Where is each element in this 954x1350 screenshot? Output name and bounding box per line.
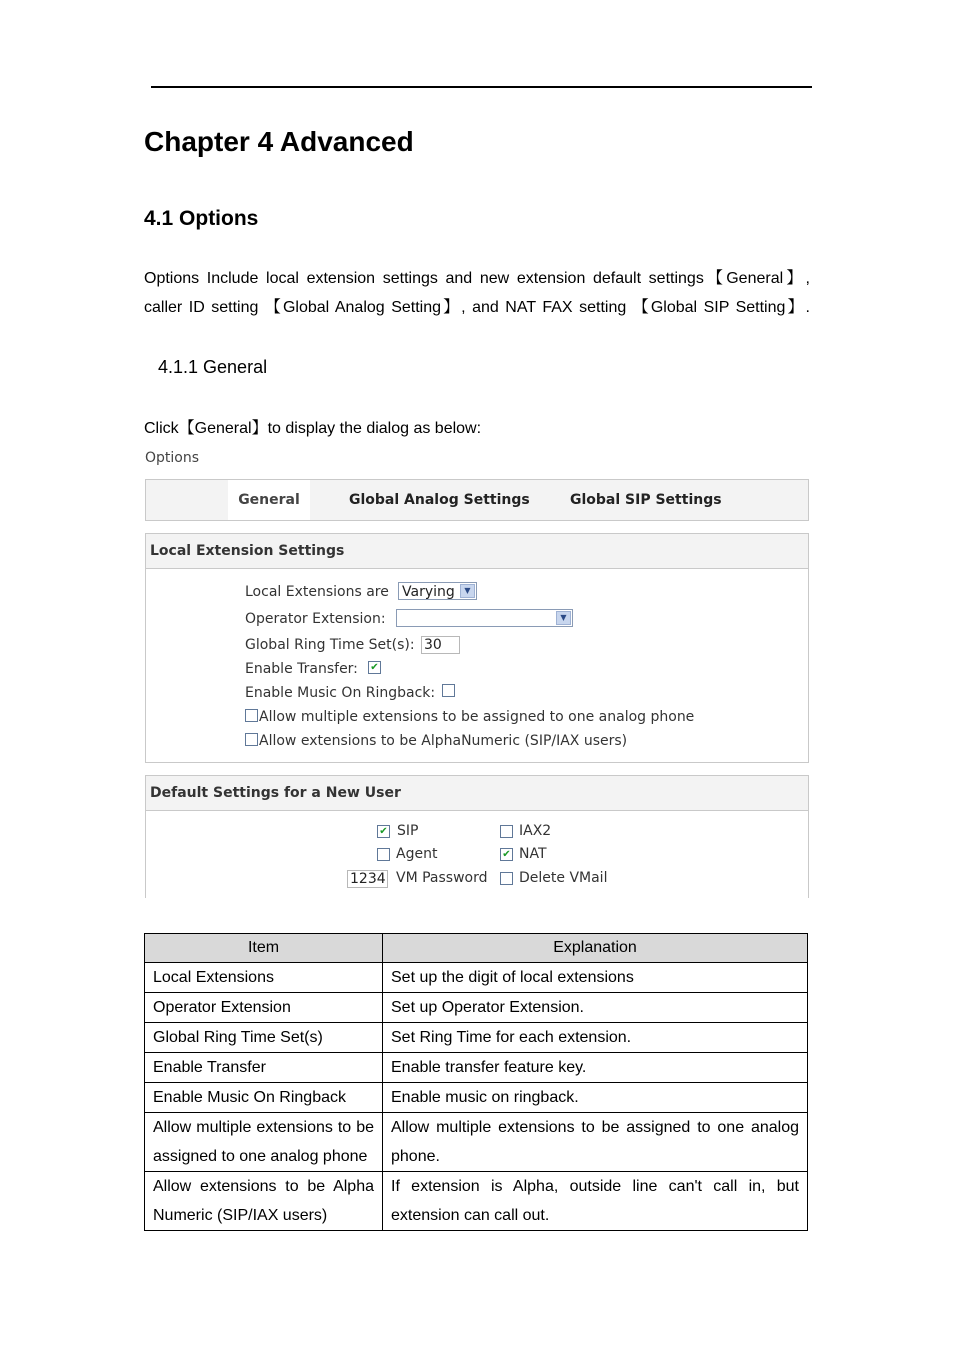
table-header-row xyxy=(145,934,808,963)
intro-line-2: caller ID setting 【Global Analog Setting】, and NAT FAX setting 【Global SIP Setting】. xyxy=(144,299,810,316)
cell-line: assigned to one analog phone xyxy=(153,1148,368,1165)
cell-line: Allow multiple extensions to be assigned to one analog xyxy=(391,1119,799,1136)
click-instruction: Click【General】to display the dialog as below: xyxy=(144,420,482,437)
table-cell-explanation xyxy=(383,1172,808,1231)
table-cell-item: Operator Extension xyxy=(145,993,383,1023)
operator-extension-select[interactable] xyxy=(396,609,573,627)
nat-label: NAT xyxy=(519,846,547,862)
tab-global-analog-settings[interactable]: Global Analog Settings xyxy=(349,492,530,508)
table-row xyxy=(145,1053,808,1083)
local-extensions-select[interactable] xyxy=(398,582,477,600)
table-cell-item: Local Extensions xyxy=(145,963,383,993)
tab-global-sip-settings[interactable]: Global SIP Settings xyxy=(570,492,722,508)
table-cell-item xyxy=(145,1113,383,1172)
default-settings-panel xyxy=(145,775,809,898)
allow-multiple-extensions-label: Allow multiple extensions to be assigned to one analog phone xyxy=(259,709,695,725)
allow-alphanumeric-label: Allow extensions to be AlphaNumeric (SIP/IAX users) xyxy=(259,733,628,749)
table-cell-explanation: Enable transfer feature key. xyxy=(383,1053,808,1083)
nat-checkbox[interactable]: ✔ xyxy=(500,848,513,861)
agent-checkbox[interactable] xyxy=(377,848,390,861)
table-row xyxy=(145,1023,808,1053)
global-ring-time-row xyxy=(245,635,415,655)
table-row xyxy=(145,1113,808,1172)
table-cell-explanation: Set up Operator Extension. xyxy=(383,993,808,1023)
section-title: 4.1 Options xyxy=(144,207,259,230)
local-extensions-row xyxy=(245,582,389,602)
default-settings-title: Default Settings for a New User xyxy=(146,776,808,811)
enable-music-row xyxy=(245,683,435,703)
iax2-label: IAX2 xyxy=(519,823,552,839)
allow-alphanumeric-checkbox[interactable] xyxy=(245,733,258,746)
options-tab-bar xyxy=(145,479,809,521)
table-cell-explanation: Enable music on ringback. xyxy=(383,1083,808,1113)
global-ring-time-label: Global Ring Time Set(s): xyxy=(245,637,415,653)
table-cell-item: Enable Transfer xyxy=(145,1053,383,1083)
chevron-down-icon: ▼ xyxy=(460,584,475,598)
table-cell-item xyxy=(145,1172,383,1231)
table-cell-explanation: Set up the digit of local extensions xyxy=(383,963,808,993)
operator-extension-label: Operator Extension: xyxy=(245,611,386,627)
enable-music-checkbox[interactable] xyxy=(442,684,455,697)
table-row xyxy=(145,1083,808,1113)
cell-line: Numeric (SIP/IAX users) xyxy=(153,1207,328,1224)
cell-line: If extension is Alpha, outside line can't call in, but xyxy=(391,1178,799,1195)
table-cell-item: Global Ring Time Set(s) xyxy=(145,1023,383,1053)
intro-paragraph xyxy=(144,264,810,322)
vm-password-label: VM Password xyxy=(396,870,488,886)
options-caption: Options xyxy=(145,450,200,466)
chapter-title: Chapter 4 Advanced xyxy=(144,126,414,157)
enable-transfer-row xyxy=(245,659,358,679)
operator-extension-row xyxy=(245,609,386,629)
local-extensions-value: Varying xyxy=(402,584,455,600)
header-rule xyxy=(151,86,812,88)
table-row xyxy=(145,963,808,993)
sip-label: SIP xyxy=(397,823,419,839)
tab-general[interactable]: General xyxy=(228,480,310,520)
vm-password-input[interactable]: 1234 xyxy=(347,870,388,888)
table-cell-explanation xyxy=(383,1113,808,1172)
local-extension-settings-title: Local Extension Settings xyxy=(146,534,808,569)
delete-vmail-label: Delete VMail xyxy=(519,870,608,886)
sip-checkbox[interactable]: ✔ xyxy=(377,825,390,838)
table-header-item: Item xyxy=(145,934,383,963)
enable-transfer-checkbox[interactable]: ✔ xyxy=(368,661,381,674)
intro-line-1: Options Include local extension settings and new extension default settings【General】, xyxy=(144,270,810,287)
cell-line: phone. xyxy=(391,1148,440,1165)
table-cell-explanation: Set Ring Time for each extension. xyxy=(383,1023,808,1053)
global-ring-time-input[interactable]: 30 xyxy=(421,636,460,654)
chevron-down-icon: ▼ xyxy=(556,611,571,625)
subsection-title: 4.1.1 General xyxy=(158,357,268,377)
iax2-checkbox[interactable] xyxy=(500,825,513,838)
local-extensions-label: Local Extensions are xyxy=(245,584,389,600)
cell-line: Allow multiple extensions to be xyxy=(153,1119,374,1136)
allow-multiple-extensions-checkbox[interactable] xyxy=(245,709,258,722)
enable-music-label: Enable Music On Ringback: xyxy=(245,685,436,701)
table-cell-item: Enable Music On Ringback xyxy=(145,1083,383,1113)
delete-vmail-checkbox[interactable] xyxy=(500,872,513,885)
options-explanation-table xyxy=(144,933,808,1231)
table-header-explanation: Explanation xyxy=(383,934,808,963)
local-extension-settings-panel xyxy=(145,533,809,763)
table-row xyxy=(145,993,808,1023)
cell-line: Allow extensions to be Alpha xyxy=(153,1178,374,1195)
cell-line: extension can call out. xyxy=(391,1207,550,1224)
agent-label: Agent xyxy=(396,846,438,862)
enable-transfer-label: Enable Transfer: xyxy=(245,661,358,677)
table-row xyxy=(145,1172,808,1231)
